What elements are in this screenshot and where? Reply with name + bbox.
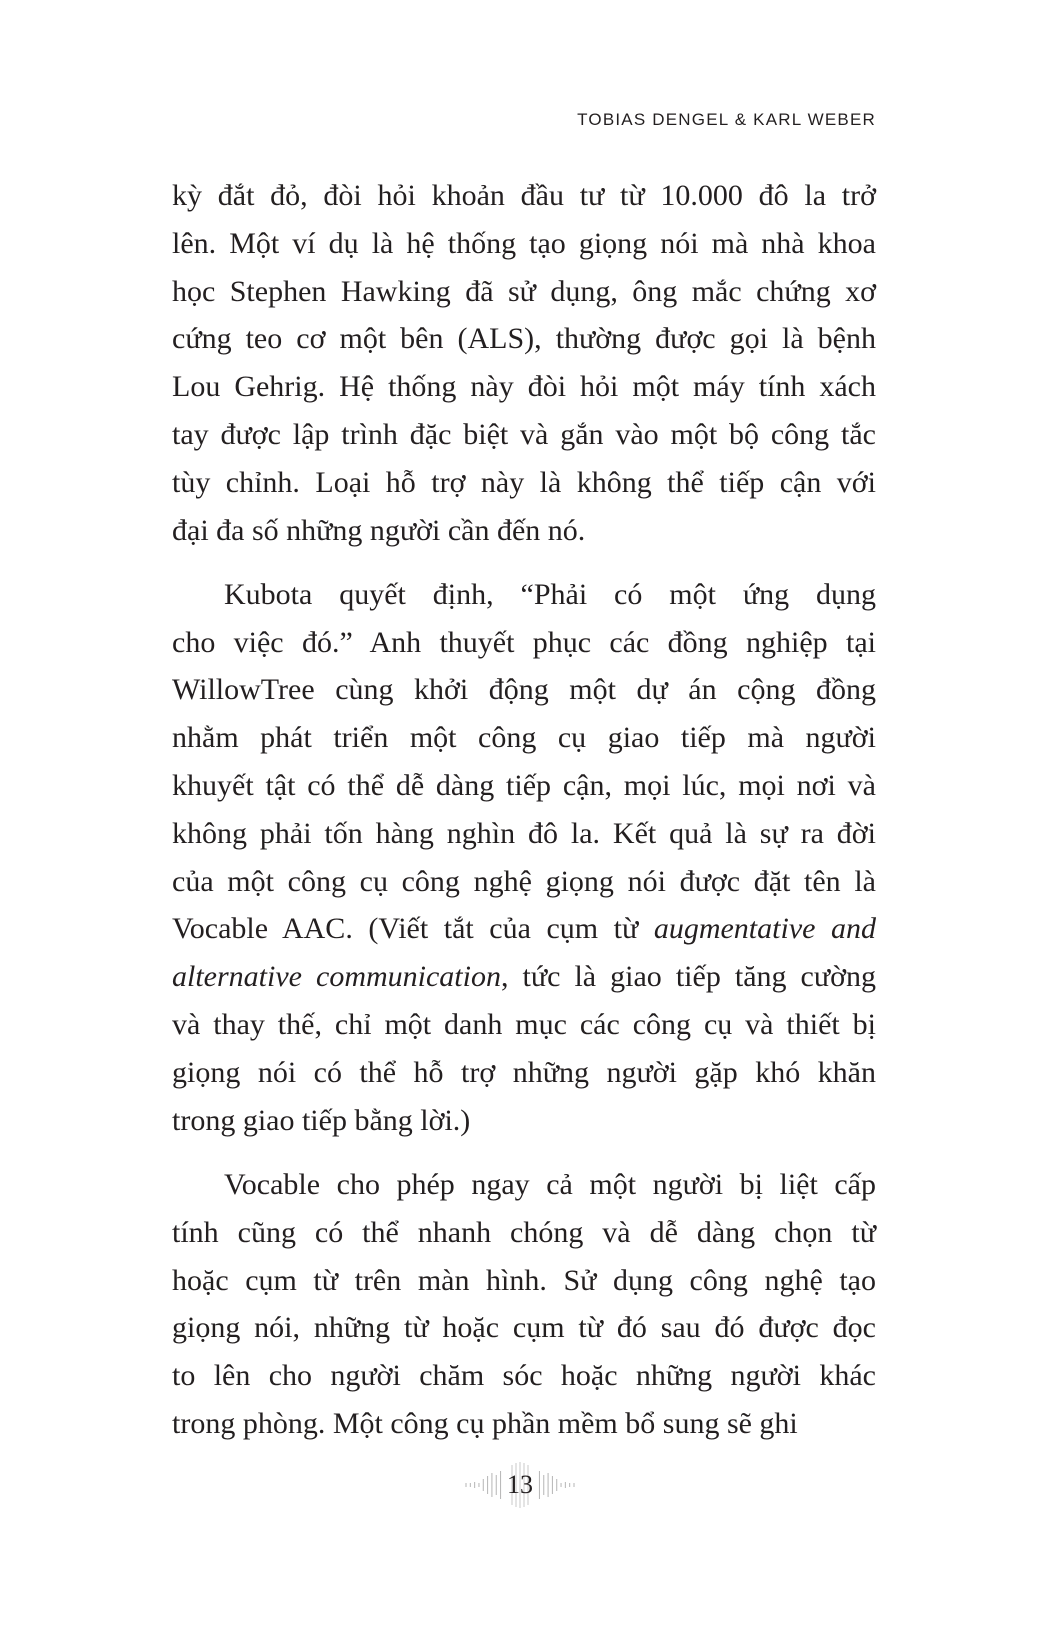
text-segment: tính cũng có thể nhanh chóng và dễ dàng chọn từ <box>172 1215 876 1249</box>
text-segment: Vocable AAC. (Viết tắt của cụm từ <box>172 912 654 946</box>
text-segment: , tức là giao tiếp tăng cường <box>500 960 876 994</box>
text-line <box>172 714 876 762</box>
text-line <box>172 315 876 363</box>
italic-term: alternative communication <box>172 960 501 994</box>
text-segment: trong giao tiếp bằng lời.) <box>172 1103 471 1137</box>
text-line <box>172 363 876 411</box>
text-segment: to lên cho người chăm sóc hoặc những người khác <box>172 1359 876 1393</box>
text-line <box>172 619 876 667</box>
text-line <box>172 220 876 268</box>
page-footer <box>0 1462 1040 1508</box>
text-segment: Lou Gehrig. Hệ thống này đòi hỏi một máy tính xách <box>172 370 876 404</box>
text-segment: trong phòng. Một công cụ phần mềm bổ sung sẽ ghi <box>172 1406 798 1440</box>
text-segment: học Stephen Hawking đã sử dụng, ông mắc chứng xơ <box>172 274 876 308</box>
text-segment: của một công cụ công nghệ giọng nói được đặt tên là <box>172 864 876 898</box>
paragraph <box>172 172 876 554</box>
text-line <box>172 507 876 555</box>
text-line <box>172 1257 876 1305</box>
text-segment: và thay thế, chỉ một danh mục các công cụ và thiết bị <box>172 1008 876 1042</box>
text-segment: cho việc đó.” Anh thuyết phục các đồng nghiệp tại <box>172 625 876 659</box>
paragraph <box>172 571 876 1145</box>
text-segment: tùy chỉnh. Loại hỗ trợ này là không thể tiếp cận với <box>172 465 876 499</box>
body-text <box>172 172 876 1464</box>
text-segment: giọng nói, những từ hoặc cụm từ đó sau đó được đọc <box>172 1311 876 1345</box>
text-line <box>172 858 876 906</box>
text-segment: Vocable cho phép ngay cả một người bị liệt cấp <box>224 1167 876 1201</box>
text-segment: Kubota quyết định, “Phải có một ứng dụng <box>224 577 876 611</box>
text-segment: nhằm phát triển một công cụ giao tiếp mà người <box>172 721 876 755</box>
running-head: TOBIAS DENGEL & KARL WEBER <box>577 110 876 129</box>
text-line <box>172 172 876 220</box>
text-segment: giọng nói có thể hỗ trợ những người gặp khó khăn <box>172 1055 876 1089</box>
text-line <box>172 1049 876 1097</box>
text-line <box>172 810 876 858</box>
text-line <box>172 1161 876 1209</box>
text-line <box>172 762 876 810</box>
text-segment: không phải tốn hàng nghìn đô la. Kết quả là sự ra đời <box>172 816 876 850</box>
text-line <box>172 1209 876 1257</box>
text-line <box>172 1097 876 1145</box>
text-line <box>172 953 876 1001</box>
text-line <box>172 666 876 714</box>
text-line <box>172 1001 876 1049</box>
text-segment: tay được lập trình đặc biệt và gắn vào một bộ công tắc <box>172 417 876 451</box>
text-segment: WillowTree cùng khởi động một dự án cộng đồng <box>172 673 876 707</box>
text-segment: hoặc cụm từ trên màn hình. Sử dụng công nghệ tạo <box>172 1263 876 1297</box>
text-line <box>172 905 876 953</box>
text-line <box>172 1352 876 1400</box>
text-line <box>172 411 876 459</box>
text-line <box>172 459 876 507</box>
text-line <box>172 1304 876 1352</box>
text-segment: kỳ đắt đỏ, đòi hỏi khoản đầu tư từ 10.000 đô la trở <box>172 179 876 212</box>
text-line <box>172 1400 876 1448</box>
italic-term: augmentative and <box>653 912 876 946</box>
paragraph <box>172 1161 876 1448</box>
text-segment: lên. Một ví dụ là hệ thống tạo giọng nói mà nhà khoa <box>172 226 876 260</box>
page-number: 13 <box>507 1470 533 1499</box>
text-segment: khuyết tật có thể dễ dàng tiếp cận, mọi lúc, mọi nơi và <box>172 769 876 803</box>
text-line <box>172 268 876 316</box>
text-line <box>172 571 876 619</box>
text-segment: cứng teo cơ một bên (ALS), thường được gọi là bệnh <box>172 322 876 356</box>
text-segment: đại đa số những người cần đến nó. <box>172 513 586 547</box>
